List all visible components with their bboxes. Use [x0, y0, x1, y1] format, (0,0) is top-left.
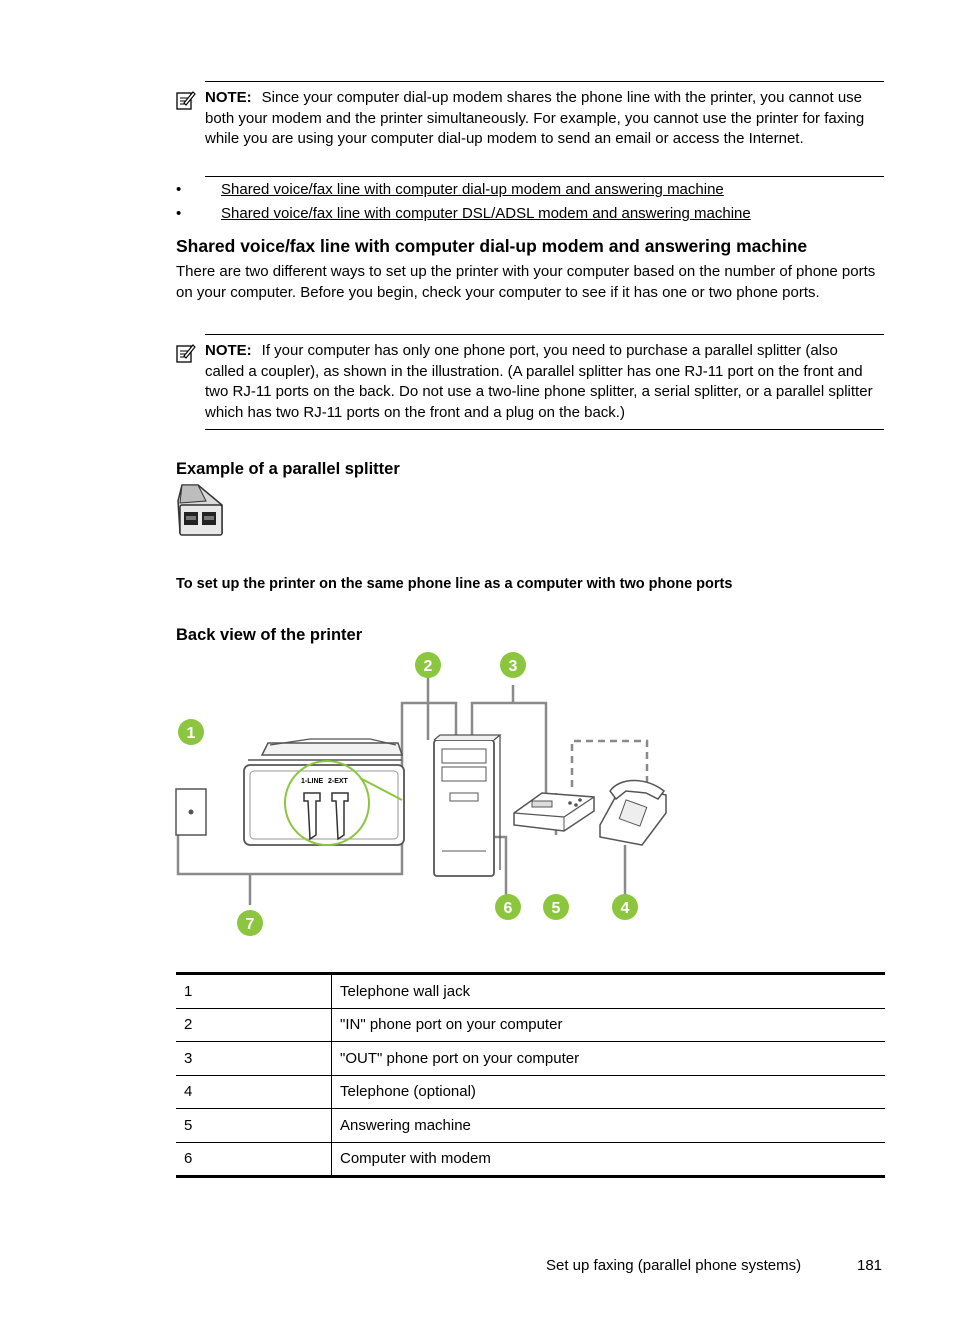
- svg-text:5: 5: [551, 900, 561, 917]
- legend-number: 6: [176, 1142, 332, 1177]
- legend-description: Answering machine: [332, 1109, 886, 1143]
- note-label: NOTE:: [205, 342, 252, 359]
- legend-number: 4: [176, 1075, 332, 1109]
- svg-text:1: 1: [186, 725, 196, 742]
- table-row: [176, 1042, 885, 1076]
- link-dialup-answering[interactable]: Shared voice/fax line with computer dial-up modem and answering machine: [221, 181, 724, 198]
- splitter-heading: Example of a parallel splitter: [176, 460, 400, 478]
- bullet: •: [176, 205, 182, 222]
- legend-description: Telephone wall jack: [340, 982, 471, 1000]
- table-row: [176, 1075, 885, 1109]
- svg-text:4: 4: [620, 900, 630, 917]
- telephone: [600, 781, 666, 846]
- table-row: [176, 1109, 885, 1143]
- legend-description: "IN" phone port on your computer: [332, 1008, 886, 1042]
- legend-number: 5: [176, 1109, 332, 1143]
- legend-description: "OUT" phone port on your computer: [332, 1042, 886, 1076]
- back-view-heading: Back view of the printer: [176, 626, 363, 644]
- answering-machine: [514, 793, 594, 831]
- svg-text:3: 3: [508, 658, 518, 675]
- note-label: NOTE:: [205, 89, 252, 106]
- note-top-rule: [205, 334, 884, 335]
- legend-description: Computer with modem: [332, 1142, 886, 1177]
- svg-text:6: 6: [503, 900, 513, 917]
- note-body: If your computer has only one phone port, you need to purchase a parallel splitter (also called a coupler), as shown in the illustration. (A parallel splitter has one RJ-11 port on the front and two RJ-11 ports on the back. Do not use a two-line phone splitter, a serial splitter, or a parallel splitter which has two RJ-11 ports on the front and a plug on the back.): [205, 342, 873, 421]
- legend-number: 1: [176, 974, 332, 1009]
- note-icon: [176, 90, 196, 110]
- note-bottom-rule: [205, 176, 884, 177]
- table-row: [176, 974, 885, 1009]
- note-bottom-rule: [205, 429, 884, 430]
- printer-setup-diagram: [170, 645, 690, 945]
- section-title: Shared voice/fax line with computer dial-up modem and answering machine: [176, 236, 808, 256]
- parallel-splitter-image: [176, 483, 226, 539]
- legend-description: Telephone (optional): [332, 1075, 886, 1109]
- legend-number: 3: [176, 1042, 332, 1076]
- note-text: [205, 88, 875, 150]
- svg-text:7: 7: [245, 916, 255, 933]
- link-dsl-answering[interactable]: Shared voice/fax line with computer DSL/ADSL modem and answering machine: [221, 205, 751, 222]
- legend-number: 2: [176, 1008, 332, 1042]
- note-icon: [176, 343, 196, 363]
- port-label-line: 1-LINE: [301, 778, 324, 785]
- legend-table: [176, 972, 885, 1178]
- svg-text:2: 2: [423, 658, 433, 675]
- table-row: [176, 1142, 885, 1177]
- procedure-title: To set up the printer on the same phone line as a computer with two phone ports: [176, 576, 733, 592]
- note-text: [205, 341, 875, 423]
- computer-tower: [434, 735, 500, 876]
- page-number: 181: [857, 1257, 883, 1274]
- bullet: •: [176, 181, 182, 198]
- section-intro: There are two different ways to set up the printer with your computer based on the number of phone ports on your computer. Before you begin, check your computer to see if it has one or two phone ports.: [176, 263, 876, 301]
- note-top-rule: [205, 81, 884, 82]
- printer-back: [244, 739, 404, 845]
- port-label-ext: 2-EXT: [328, 778, 348, 785]
- note-body: Since your computer dial-up modem shares the phone line with the printer, you cannot use both your modem and the printer simultaneously. For example, you cannot use the printer for faxing while you are using your computer dial-up modem to send an email or access the Internet.: [205, 89, 865, 147]
- footer-section-title: Set up faxing (parallel phone systems): [546, 1257, 802, 1274]
- table-row: [176, 1008, 885, 1042]
